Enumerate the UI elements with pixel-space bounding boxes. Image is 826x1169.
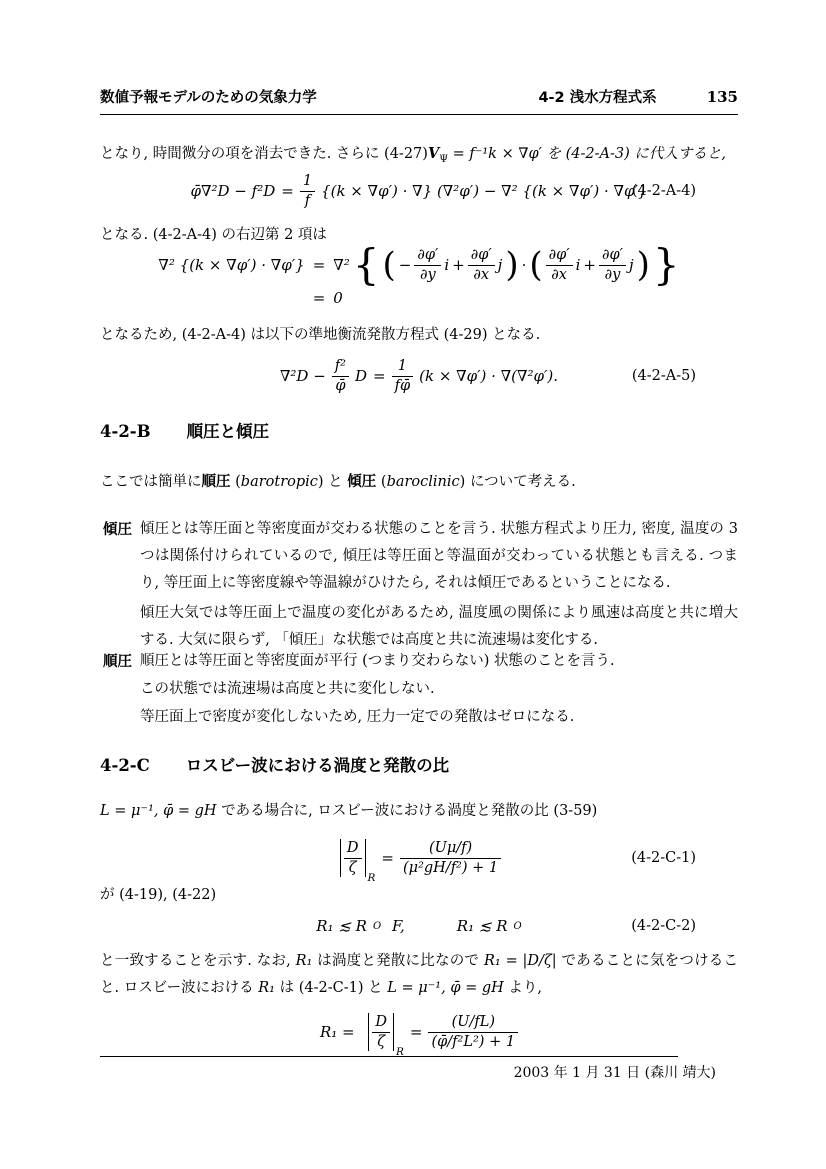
- subscript-R: R: [367, 872, 376, 885]
- math-vector-v: V: [427, 145, 440, 162]
- frac-den: ∂x: [551, 266, 567, 283]
- frac-num: (U/fL): [428, 1013, 518, 1033]
- equals-sign: =: [381, 849, 394, 867]
- frac-den: (μ²gH/f²) + 1: [402, 859, 499, 876]
- unit-vector-i: i: [444, 256, 450, 275]
- frac-num: 1: [392, 357, 414, 377]
- text-run: と一致することを示す. なお,: [100, 953, 296, 969]
- math-run: R₁: [258, 980, 275, 996]
- frac-den: (φ̄/f²L²) + 1: [431, 1033, 516, 1050]
- math-lhs: ∇² {(k × ∇φ′) · ∇φ′}: [158, 256, 305, 275]
- frac-num: ∂φ′: [599, 246, 626, 266]
- frac-num: ∂φ′: [546, 246, 573, 266]
- dot-operator: ·: [521, 256, 527, 275]
- frac-num: D: [372, 1013, 390, 1033]
- frac-den: ζ: [348, 859, 357, 876]
- fraction: [392, 357, 414, 396]
- unit-vector-i: i: [575, 256, 581, 275]
- frac-num: f²: [332, 357, 349, 377]
- section-title: 順圧と傾圧: [186, 422, 270, 441]
- section-title: ロスビー波における渦度と発散の比: [185, 756, 450, 775]
- math-run: F,: [387, 917, 405, 935]
- text-run: (: [376, 474, 387, 490]
- text-run: より,: [503, 980, 542, 996]
- fraction: [414, 246, 441, 285]
- vertical-bar: [340, 839, 341, 878]
- paragraph-rhs-second-term: となる. (4-2-A-4) の右辺第 2 項は: [100, 227, 327, 243]
- equation-r1-rossby: [100, 1006, 738, 1058]
- equation-label: (4-2-C-2): [631, 918, 696, 934]
- equation-4-2-C-2: [100, 912, 738, 940]
- math-run: ∇²: [333, 256, 350, 275]
- definition-text: 等圧面上で密度が変化しないため, 圧力一定での発散はゼロになる.: [140, 709, 575, 725]
- text-run: ) について考える.: [459, 474, 576, 490]
- section-number: 4-2-B: [100, 422, 151, 441]
- section-number: 4-2-C: [100, 756, 150, 775]
- equation-4-2-A-4: [100, 166, 738, 216]
- frac-den: ∂y: [604, 266, 621, 283]
- math-run: ∇²D −: [279, 367, 326, 385]
- text-run: は (4-2-C-1) と: [274, 980, 388, 996]
- math-run: = f⁻¹k × ∇φ′ を (4-2-A-3) に代入すると,: [447, 146, 727, 162]
- paragraph-qg-divergence: となるため, (4-2-A-4) は以下の準地衡流発散方程式 (4-29) となる.: [100, 327, 541, 343]
- math-run: L = μ⁻¹, φ̄ = gH: [387, 980, 504, 996]
- math-run: D: [354, 367, 368, 385]
- math-lhs: φ̄∇²D − f²D: [190, 182, 276, 200]
- frac-num: ∂φ′: [414, 246, 441, 266]
- frac-den: ∂x: [473, 266, 490, 283]
- math-rhs: (k × ∇φ′) · ∇(∇²φ′).: [419, 367, 559, 385]
- definition-label-keiatsu: 傾圧: [103, 522, 132, 538]
- plus-sign: +: [452, 256, 465, 275]
- equation-label: (4-2-C-1): [631, 850, 696, 866]
- math-run: R₁ = |D/ζ|: [484, 953, 557, 969]
- footer-date-author: 2003 年 1 月 31 日 (森川 靖大): [513, 1065, 716, 1081]
- frac-den: ∂y: [420, 266, 436, 283]
- equals-sign: =: [312, 256, 326, 275]
- equation-label: (4-2-A-4): [631, 183, 696, 199]
- frac-num: ∂φ′: [468, 246, 495, 266]
- term-baroclinic: baroclinic: [386, 474, 460, 490]
- text-run: (: [230, 474, 241, 490]
- definition-keiatsu: [100, 516, 738, 654]
- definition-text: 傾圧とは等圧面と等密度面が交わる状態のことを言う. 状態方程式より圧力, 密度, 温度の 3 つは関係付けられているので, 傾圧は等圧面と等温面が交わっている状態とも言える. つまり, 等圧面上に等密度線や等温線がひけたら, それは傾圧であるということになる.: [140, 521, 738, 591]
- paragraph-r1-note: [100, 948, 738, 1002]
- definition-junatsu: [100, 648, 738, 731]
- math-run: R₁: [295, 953, 313, 969]
- definition-text: 順圧とは等圧面と等密度面が平行 (つまり交わらない) 状態のことを言う.: [140, 653, 615, 669]
- unit-vector-j: j: [497, 256, 503, 275]
- math-run: R₁ ≲ R: [456, 917, 508, 935]
- math-rhs: ∇² { ( − $\frac{\partial\varphi'}{\partial y}$ i + $\frac{\partial\varphi'}{\partial x}$ j ) · ( $\frac{\partial\varphi'}{\partial x}$ i + $\frac{\partial\varphi'}{\partial y}$ j ) }: [333, 240, 680, 290]
- definition-label-junatsu: 順圧: [103, 654, 132, 670]
- minus-sign: −: [398, 256, 412, 275]
- definition-text: 傾圧大気では等圧面上で温度の変化があるため, 温度風の関係により風速は高度と共に増大する. 大気に限らず, 「傾圧」な状態では高度と共に流速場は変化する.: [140, 605, 738, 648]
- definition-text: この状態では流速場は高度と共に変化しない.: [140, 681, 435, 697]
- frac-num: 1: [300, 172, 315, 192]
- paragraph-rossby-intro: [100, 798, 738, 825]
- equals-sign: =: [373, 367, 386, 385]
- header-right-group: [538, 86, 738, 107]
- footer-rule: [100, 1056, 678, 1057]
- text-run: である場合に, ロスビー波における渦度と発散の比 (3-59): [216, 803, 598, 819]
- equation-4-2-A-5: [100, 350, 738, 402]
- fraction: [332, 357, 349, 396]
- term-junatsu: 順圧: [201, 474, 231, 490]
- subscript-R: R: [396, 1046, 404, 1059]
- equation-laplacian-expansion: [100, 240, 738, 307]
- subscript-O: O: [372, 920, 382, 932]
- fraction: [344, 839, 362, 878]
- math-subscript-psi: Ψ: [439, 153, 448, 165]
- page-header: [100, 86, 738, 115]
- term-keiatsu: 傾圧: [347, 474, 377, 490]
- header-book-title: 数値予報モデルのための気象力学: [100, 90, 317, 106]
- abs-value-group: [337, 839, 376, 885]
- fraction: [300, 172, 315, 211]
- section-heading-4-2-C: [100, 752, 738, 776]
- math-rhs: {(k × ∇φ′) · ∇} (∇²φ′) − ∇² {(k × ∇φ′) · ∇φ′}: [321, 182, 648, 200]
- frac-num: D: [344, 839, 362, 859]
- equation-label: (4-2-A-5): [631, 368, 696, 384]
- frac-num: (Uμ/f): [400, 839, 501, 859]
- abs-value-group: [365, 1013, 404, 1059]
- fraction: [428, 1013, 518, 1052]
- frac-den: φ̄: [335, 377, 346, 394]
- math-zero: 0: [333, 288, 343, 307]
- vertical-bar: [393, 1013, 394, 1052]
- plus-sign: +: [583, 256, 596, 275]
- fraction: [372, 1013, 390, 1052]
- fraction: [599, 246, 626, 285]
- subscript-O: O: [513, 920, 522, 932]
- header-section-title: 4-2 浅水方程式系: [538, 90, 657, 106]
- unit-vector-j: j: [628, 256, 634, 275]
- fraction: [400, 839, 501, 878]
- text-run: ) と: [317, 474, 348, 490]
- header-page-number: 135: [706, 88, 738, 106]
- equals-sign: =: [312, 288, 326, 307]
- paragraph-ga: が (4-19), (4-22): [100, 887, 217, 903]
- math-run: L = μ⁻¹, φ̄ = gH: [100, 803, 217, 819]
- text-run: となり, 時間微分の項を消去できた. さらに (4-27): [100, 146, 428, 162]
- frac-den: ζ: [377, 1033, 386, 1050]
- vertical-bar: [368, 1013, 369, 1052]
- equals-sign: =: [409, 1023, 423, 1041]
- frac-den: fφ̄: [394, 377, 411, 394]
- math-run: R₁ =: [319, 1023, 360, 1041]
- frac-den: f: [304, 192, 311, 209]
- text-run: ここでは簡単に: [100, 474, 202, 490]
- paragraph-barotropic-intro: [100, 469, 738, 496]
- text-run: は渦度と発散に比なので: [312, 953, 484, 969]
- term-barotropic: barotropic: [240, 474, 318, 490]
- equation-4-2-C-1: [100, 832, 738, 884]
- section-heading-4-2-B: [100, 418, 738, 442]
- math-run: R₁ ≲ R: [316, 917, 367, 935]
- equals-sign: =: [281, 182, 294, 200]
- fraction: [546, 246, 573, 285]
- text-run: であることに気をつけること. ロスビー波における: [100, 953, 739, 996]
- vertical-bar: [365, 839, 366, 878]
- fraction: [468, 246, 495, 285]
